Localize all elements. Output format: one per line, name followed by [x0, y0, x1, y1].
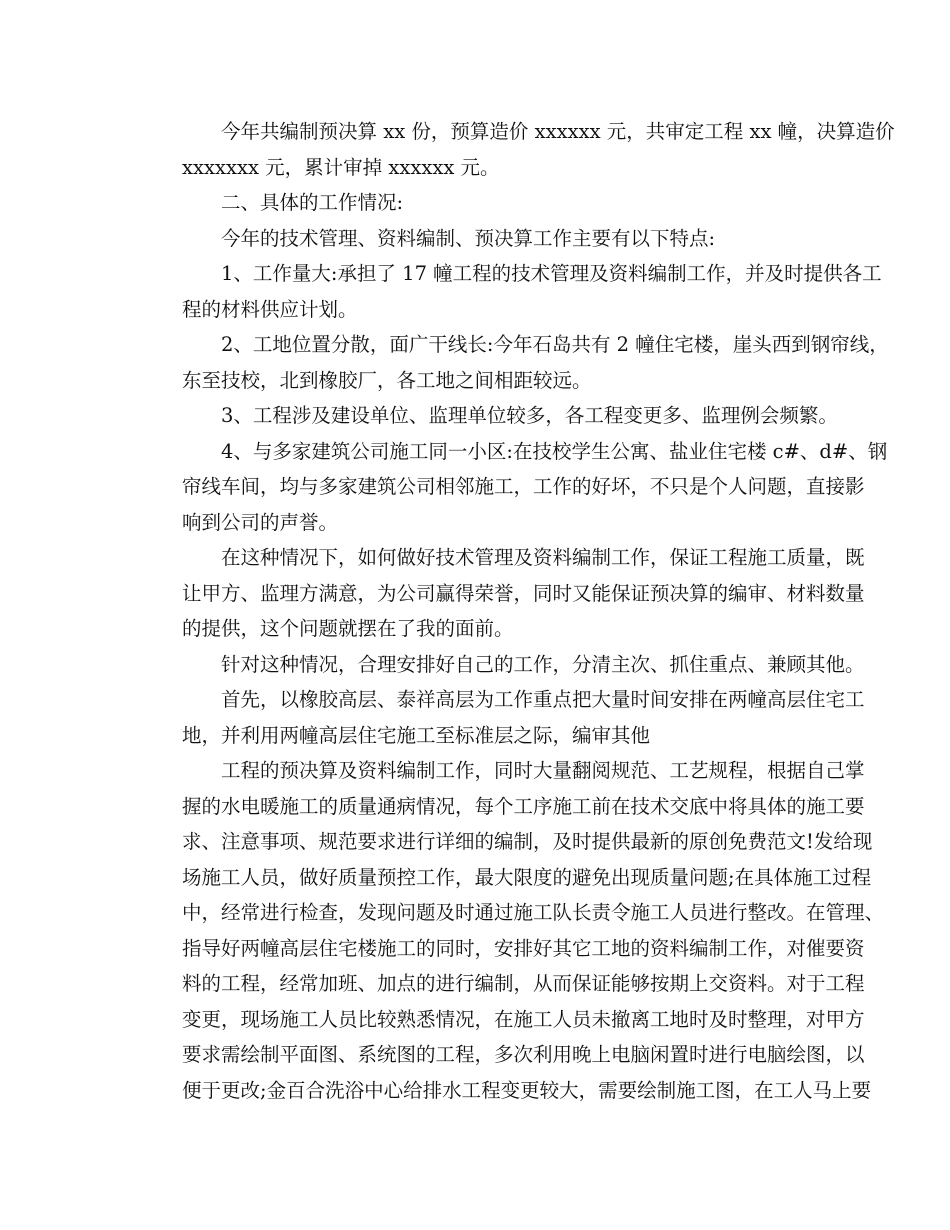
text-line: 握的水电暖施工的质量通病情况，每个工序施工前在技术交底中将具体的施工要	[182, 794, 865, 818]
text-line: 变更，现场施工人员比较熟悉情况，在施工人员未撤离工地时及时整理，对甲方	[182, 1007, 865, 1031]
list-item-2	[143, 327, 889, 398]
text-line: 帘线车间，均与多家建筑公司相邻施工，工作的好坏，不只是个人问题，直接影	[182, 475, 865, 498]
paragraph-approach	[143, 647, 865, 683]
text-line: 首先，以橡胶高层、泰祥高层为工作重点把大量时间安排在两幢高层住宅工	[221, 688, 865, 711]
text-line: 求、注意事项、规范要求进行详细的编制，及时提供最新的原创免费范文!发给现	[182, 830, 873, 853]
text-line: 便于更改;金百合洗浴中心给排水工程变更较大，需要绘制施工图，在工人马上要	[182, 1078, 872, 1102]
text-line: 工程的预决算及资料编制工作，同时大量翻阅规范、工艺规程，根据自己掌	[221, 759, 865, 782]
text-line: xxxxxxx 元，累计审掉 xxxxxx 元。	[182, 155, 500, 179]
text-line: 要求需绘制平面图、系统图的工程，多次利用晚上电脑闲置时进行电脑绘图，以	[182, 1043, 865, 1066]
list-item-1	[143, 256, 882, 327]
list-item-4	[143, 434, 888, 541]
text-line: 程的材料供应计划。	[182, 297, 358, 321]
text-line: 二、具体的工作情况:	[221, 191, 404, 214]
text-line: 场施工人员，做好质量预控工作，最大限度的避免出现质量问题;在具体施工过程	[182, 865, 872, 889]
list-item-3	[143, 398, 838, 434]
text-line: 4、与多家建筑公司施工同一小区:在技校学生公寓、盐业住宅楼 c#、d#、钢	[221, 439, 888, 463]
paragraph-situation	[143, 540, 865, 647]
paragraph-details	[143, 753, 885, 1108]
text-line: 3、工程涉及建设单位、监理单位较多，各工程变更多、监理例会频繁。	[221, 404, 838, 427]
text-line: 在这种情况下，如何做好技术管理及资料编制工作，保证工程施工质量，既	[221, 546, 865, 569]
text-line: 今年的技术管理、资料编制、预决算工作主要有以下特点:	[221, 226, 716, 250]
text-line: 指导好两幢高层住宅楼施工的同时，安排好其它工地的资料编制工作，对催要资	[182, 936, 865, 960]
text-line: 2、工地位置分散，面广干线长:今年石岛共有 2 幢住宅楼，崖头西到钢帘线，	[221, 333, 889, 356]
text-line: 1、工作量大:承担了 17 幢工程的技术管理及资料编制工作，并及时提供各工	[221, 262, 882, 285]
text-line: 中，经常进行检查，发现问题及时通过施工队长责令施工人员进行整改。在管理、	[182, 901, 885, 924]
text-line: 针对这种情况，合理安排好自己的工作，分清主次、抓住重点、兼顾其他。	[221, 652, 865, 676]
text-line: 料的工程，经常加班、加点的进行编制，从而保证能够按期上交资料。对于工程	[182, 972, 865, 995]
text-line: 地，并利用两幢高层住宅施工至标准层之际，编审其他	[182, 723, 651, 747]
text-line: 让甲方、监理方满意，为公司赢得荣誉，同时又能保证预决算的编审、材料数量	[182, 581, 865, 605]
document-body	[143, 114, 895, 1108]
text-line: 的提供，这个问题就摆在了我的面前。	[182, 617, 514, 640]
paragraph-first	[143, 682, 865, 753]
section-heading	[143, 185, 808, 221]
text-line: 今年共编制预决算 xx 份，预算造价 xxxxxx 元，共审定工程 xx 幢，决算造价	[221, 120, 895, 143]
paragraph-budget-summary	[143, 114, 895, 185]
text-line: 响到公司的声誉。	[182, 510, 339, 534]
paragraph-intro	[143, 221, 808, 257]
text-line: 东至技校，北到橡胶厂，各工地之间相距较远。	[182, 368, 592, 392]
